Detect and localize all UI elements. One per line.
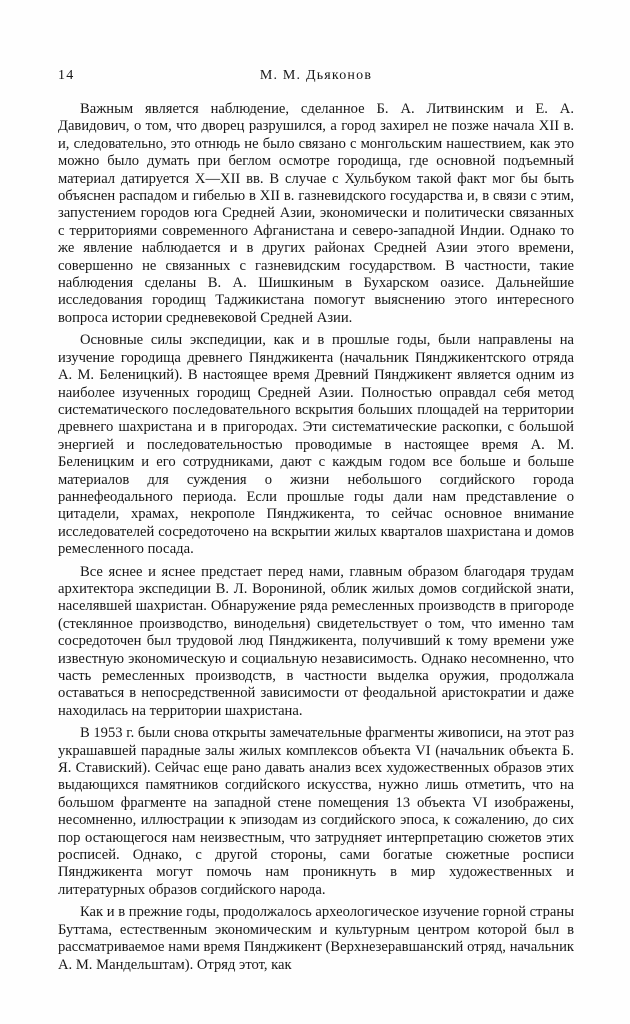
paragraph-3: Все яснее и яснее предстает перед нами, главным образом благодаря трудам архитектора экспедиции В. Л. Ворониной, облик жилых домов согдийской знати, населявшей шахристан. Обнаружение ряда ремесленных производств в пригороде (стеклянное производство, винодельня) свидетельствует о том, что именно там сосредоточен был трудовой люд Пянджикента, получивший к тому времени уже известную экономическую и социальную независимость. Однако несомненно, что часть ремесленных производств, в частности выделка оружия, продолжала оставаться в непосредственной зависимости от феодальной аристократии и даже находилась на территории шахристана. (58, 563, 574, 719)
running-head-author: М. М. Дьяконов (259, 68, 373, 83)
paragraph-1: Важным является наблюдение, сделанное Б. А. Литвинским и Е. А. Давидович, о том, что дворец разрушился, а город захирел не позже начала XII в. и, следовательно, это отнюдь не было связано с монгольским нашествием, как это можно было думать при беглом осмотре городища, где основной подъемный материал датируется X—XII вв. В случае с Хульбуком такой факт мог бы быть объяснен распадом и гибелью в XII в. газневидского государства и, в связи с этим, запустением городов юга Средней Азии, экономически и политически связанных с территориями современного Афганистана и северо-западной Индии. Однако то же явление наблюдается и в других районах Средней Азии этого времени, совершенно не связанных с газневидским государством. В частности, такие наблюдения сделаны В. А. Шишкиным в Бухарском оазисе. Дальнейшие исследования городищ Таджикистана помогут выяснению этого интересного вопроса истории средневековой Средней Азии. (58, 101, 574, 326)
paragraph-4: В 1953 г. были снова открыты замечательные фрагменты живописи, на этот раз украшавшей парадные залы жилых комплексов объекта VI (начальник объекта Б. Я. Ставиский). Сейчас еще рано давать анализ всех художественных образов этих выдающихся памятников согдийского искусства, нужно лишь отметить, что на большом фрагменте на западной стене помещения 13 объекта VI изображены, несомненно, иллюстрации к эпизодам из согдийского эпоса, к сожалению, до сих пор остающегося нам неизвестным, что затрудняет интерпретацию сюжетов этих росписей. Однако, с другой стороны, сами богатые сюжетные росписи Пянджикента могут помочь нам проникнуть в мир художественных и литературных образов согдийского народа. (58, 725, 574, 898)
body-text (58, 101, 574, 974)
paragraph-5: Как и в прежние годы, продолжалось археологическое изучение горной страны Буттама, естественным экономическим и культурным центром которой был в рассматриваемое нами время Пянджикент (Верхнезеравшанский отряд, начальник А. М. Мандельштам). Отряд этот, как (58, 904, 575, 973)
page-number: 14 (58, 68, 75, 83)
running-head (58, 68, 574, 96)
paragraph-2: Основные силы экспедиции, как и в прошлые годы, были направлены на изучение городища древнего Пянджикента (начальник Пянджикентского отряда А. М. Беленицкий). В настоящее время Древний Пянджикент является одним из наиболее изученных городищ Средней Азии. Полностью оправдал себя метод систематического последовательного вскрытия больших площадей на территории древнего шахристана и в пригородах. Эти систематические раскопки, с большой энергией и последовательностью проводимые в настоящее время А. М. Беленицким и его сотрудниками, дают с каждым годом все больше и больше материалов для суждения о жизни небольшого согдийского города раннефеодального периода. Если прошлые годы дали нам представление о цитадели, храмах, некрополе Пянджикента, то сейчас основное внимание исследователей сосредоточено на вскрытии жилых кварталов шахристана и домов ремесленного посада. (58, 332, 574, 558)
